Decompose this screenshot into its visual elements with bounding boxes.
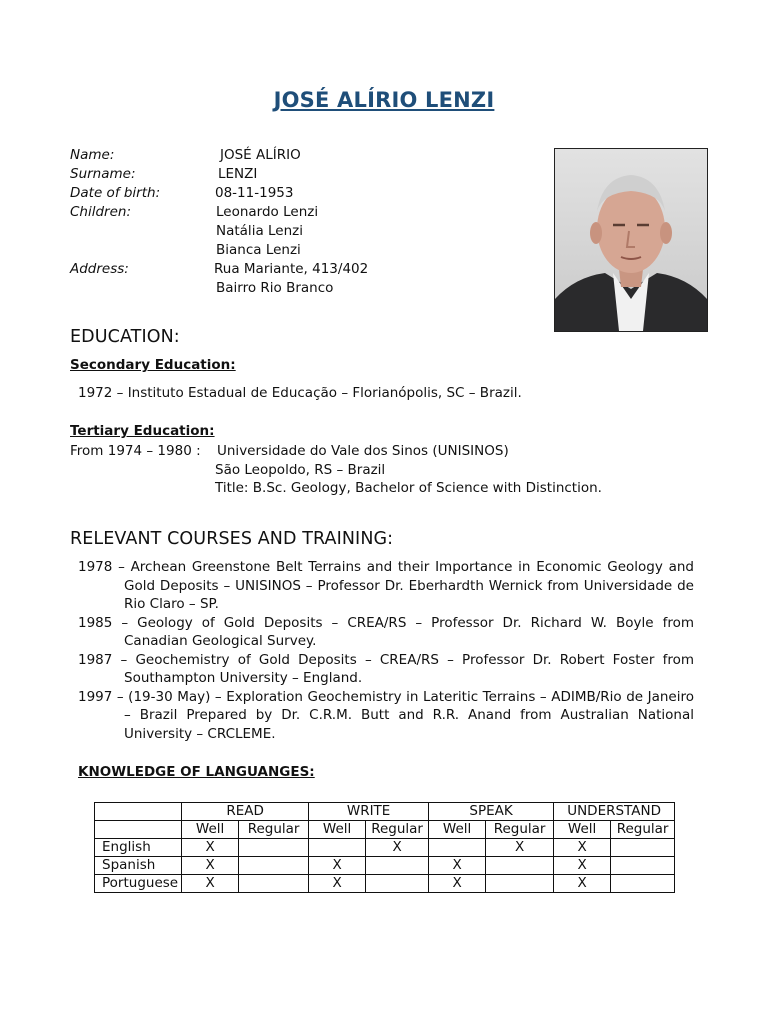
table-cell: X (554, 857, 611, 875)
table-corner-cell (95, 803, 182, 821)
table-cell: X (429, 857, 486, 875)
table-row (95, 875, 675, 893)
table-cell (309, 839, 366, 857)
table-group-header: SPEAK (429, 803, 554, 821)
languages-table (94, 802, 675, 893)
table-cell: X (309, 875, 366, 893)
education-heading: EDUCATION: (70, 327, 180, 347)
table-cell (429, 839, 486, 857)
info-value: Bairro Rio Branco (216, 280, 334, 296)
table-subheader: Regular (611, 821, 675, 839)
portrait-photo (554, 148, 708, 332)
table-cell: X (182, 857, 239, 875)
table-cell (486, 857, 554, 875)
table-corner-cell (95, 821, 182, 839)
info-label: Surname: (70, 166, 136, 182)
info-value: Rua Mariante, 413/402 (214, 261, 369, 277)
info-value: Natália Lenzi (216, 223, 303, 239)
courses-heading: RELEVANT COURSES AND TRAINING: (70, 529, 394, 549)
languages-heading: KNOWLEDGE OF LANGUANGES: (78, 764, 315, 780)
table-cell: X (182, 875, 239, 893)
info-label: Name: (70, 147, 115, 163)
info-label: Address: (70, 261, 129, 277)
info-value: 08-11-1953 (215, 185, 294, 201)
table-cell (611, 875, 675, 893)
info-label: Date of birth: (70, 185, 161, 201)
table-subheader: Regular (366, 821, 429, 839)
table-cell: X (182, 839, 239, 857)
table-cell: X (486, 839, 554, 857)
table-cell (366, 857, 429, 875)
table-group-header: READ (182, 803, 309, 821)
language-name: Portuguese (95, 875, 182, 893)
table-subheader: Well (429, 821, 486, 839)
course-item: 1997 – (19-30 May) – Exploration Geochemistry in Lateritic Terrains – ADIMB/Rio de Janeiro – Brazil Prepared by Dr. C.R.M. Butt and R.R. Anand from Australian National University – CRCLEME. (78, 688, 694, 742)
table-subheader: Well (554, 821, 611, 839)
info-label: Children: (70, 204, 132, 220)
table-subheader: Regular (239, 821, 309, 839)
table-cell (486, 875, 554, 893)
info-value: LENZI (218, 166, 258, 182)
table-group-header: UNDERSTAND (554, 803, 675, 821)
table-cell: X (554, 875, 611, 893)
language-name: English (95, 839, 182, 857)
table-subheader: Well (182, 821, 239, 839)
table-cell (239, 857, 309, 875)
tertiary-line: São Leopoldo, RS – Brazil (215, 462, 386, 478)
cv-title: JOSÉ ALÍRIO LENZI (273, 88, 495, 112)
table-header-row (95, 803, 675, 821)
tertiary-line: Title: B.Sc. Geology, Bachelor of Science with Distinction. (215, 480, 602, 496)
table-row (95, 857, 675, 875)
info-value: JOSÉ ALÍRIO (220, 147, 301, 163)
table-cell: X (366, 839, 429, 857)
course-item: 1987 – Geochemistry of Gold Deposits – CREA/RS – Professor Dr. Robert Foster from Southampton University – England. (78, 651, 694, 686)
table-cell (611, 857, 675, 875)
table-cell: X (429, 875, 486, 893)
course-item: 1985 – Geology of Gold Deposits – CREA/RS – Professor Dr. Richard W. Boyle from Canadian Geological Survey. (78, 614, 694, 649)
portrait-image (555, 149, 707, 331)
table-subheader-row (95, 821, 675, 839)
language-name: Spanish (95, 857, 182, 875)
tertiary-period: From 1974 – 1980 : (70, 443, 201, 459)
table-cell (239, 875, 309, 893)
table-cell (611, 839, 675, 857)
info-value: Bianca Lenzi (216, 242, 301, 258)
table-row (95, 839, 675, 857)
secondary-education-heading: Secondary Education: (70, 357, 236, 373)
course-item: 1978 – Archean Greenstone Belt Terrains and their Importance in Economic Geology and Gold Deposits – UNISINOS – Professor Dr. Eberhardth Wernick from Universidade de Rio Claro – SP. (78, 559, 694, 612)
table-cell (366, 875, 429, 893)
table-subheader: Regular (486, 821, 554, 839)
table-subheader: Well (309, 821, 366, 839)
info-value: Leonardo Lenzi (216, 204, 319, 220)
courses-list (78, 558, 694, 743)
tertiary-line: Universidade do Vale dos Sinos (UNISINOS) (217, 443, 509, 459)
table-cell: X (554, 839, 611, 857)
table-cell: X (309, 857, 366, 875)
table-group-header: WRITE (309, 803, 429, 821)
tertiary-education-heading: Tertiary Education: (70, 423, 215, 439)
table-cell (239, 839, 309, 857)
secondary-education-line: 1972 – Instituto Estadual de Educação – Florianópolis, SC – Brazil. (78, 385, 522, 401)
